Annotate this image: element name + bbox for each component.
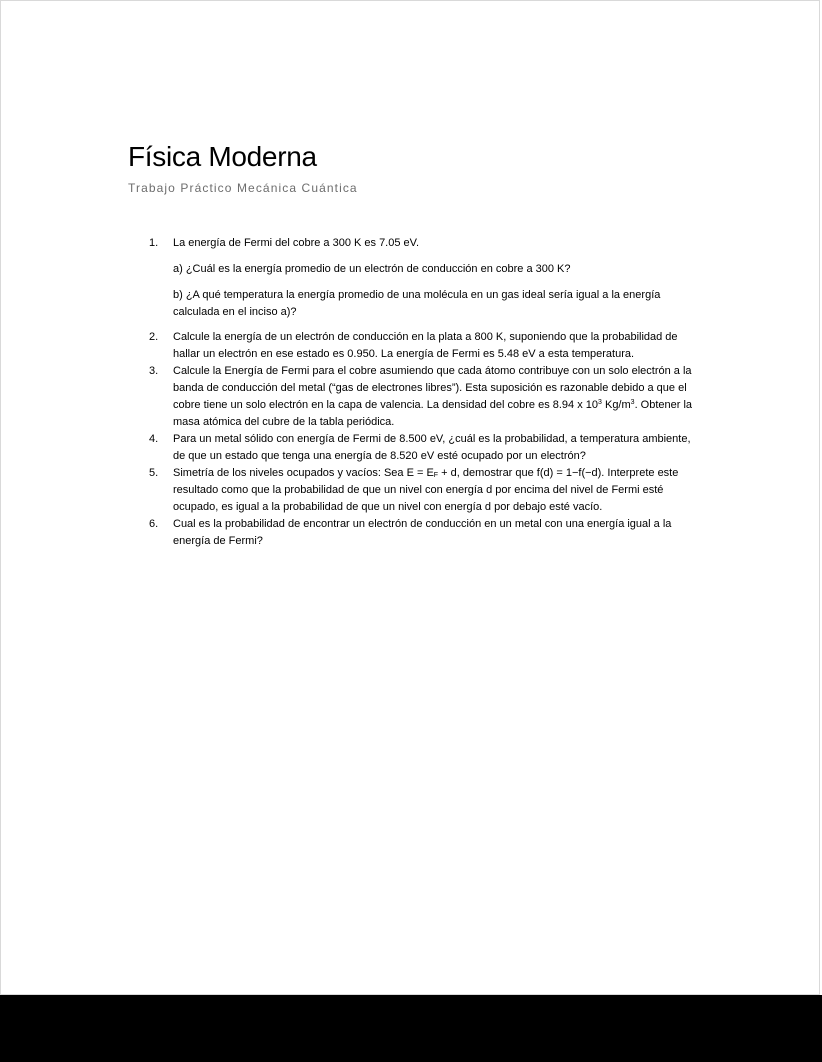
exercise-text-part: Simetría de los niveles ocupados y vacíos: Sea E = E xyxy=(173,467,434,479)
exercise-item-2 xyxy=(149,329,705,363)
exercise-text: Cual es la probabilidad de encontrar un electrón de conducción en un metal con una energía igual a la energía de Fermi? xyxy=(173,518,672,547)
subscript: F xyxy=(433,472,439,479)
document-title: Física Moderna xyxy=(128,141,317,172)
exercise-item-1 xyxy=(149,235,705,321)
exercise-text: Calcule la energía de un electrón de conducción en la plata a 800 K, suponiendo que la probabilidad de hallar un electrón en ese estado es 0.950. La energía de Fermi es 5.48 eV a esta temperatura. xyxy=(173,331,678,360)
exercise-item-6 xyxy=(149,516,705,550)
exercise-item-3 xyxy=(149,363,705,431)
exercise-text-part: Calcule la Energía de Fermi para el cobre asumiendo que cada átomo contribuye con un solo electrón a la banda de conducción del metal (“gas de electrones libres”). Esta suposición es razonable debido a que el cobre tiene un solo electrón en la capa de valencia. La densidad del cobre es 8.94 x 10 xyxy=(173,365,692,411)
superscript: 3 xyxy=(630,399,635,406)
exercise-list xyxy=(149,235,705,550)
exercise-number: 6. xyxy=(149,518,159,530)
exercise-number: 1. xyxy=(149,237,159,249)
exercise-subitem-b: b) ¿A qué temperatura la energía promedio de una molécula en un gas ideal sería igual a la energía calculada en el inciso a)? xyxy=(173,289,661,318)
exercise-text: Para un metal sólido con energía de Fermi de 8.500 eV, ¿cuál es la probabilidad, a temperatura ambiente, de que un estado que tenga una energía de 8.520 eV esté ocupado por un electrón? xyxy=(173,433,691,462)
exercise-number: 5. xyxy=(149,467,159,479)
exercise-text-part: Kg/m xyxy=(601,399,631,411)
exercise-text xyxy=(173,363,705,431)
bottom-black-bar xyxy=(0,995,822,1062)
exercise-number: 3. xyxy=(149,365,159,377)
exercise-item-5 xyxy=(149,465,705,516)
exercise-text-part: . Obtener la masa atómica del cubre de la tabla periódica. xyxy=(173,399,693,428)
exercise-text-part: + d, demostrar que f(d) = 1−f(−d). Interprete este resultado como que la probabilidad de que un nivel con energía d por encima del nivel de Fermi esté ocupado, es igual a la probabilidad de que un nivel con energía d por debajo esté vacío. xyxy=(173,467,679,513)
exercise-number: 4. xyxy=(149,433,159,445)
exercise-item-4 xyxy=(149,431,705,465)
superscript: 3 xyxy=(598,399,602,406)
exercise-subitem-a: a) ¿Cuál es la energía promedio de un electrón de conducción en cobre a 300 K? xyxy=(173,263,571,275)
exercise-text: La energía de Fermi del cobre a 300 K es 7.05 eV. xyxy=(173,237,420,249)
document-subtitle: Trabajo Práctico Mecánica Cuántica xyxy=(128,181,358,195)
exercise-text xyxy=(173,465,705,516)
exercise-number: 2. xyxy=(149,331,159,343)
